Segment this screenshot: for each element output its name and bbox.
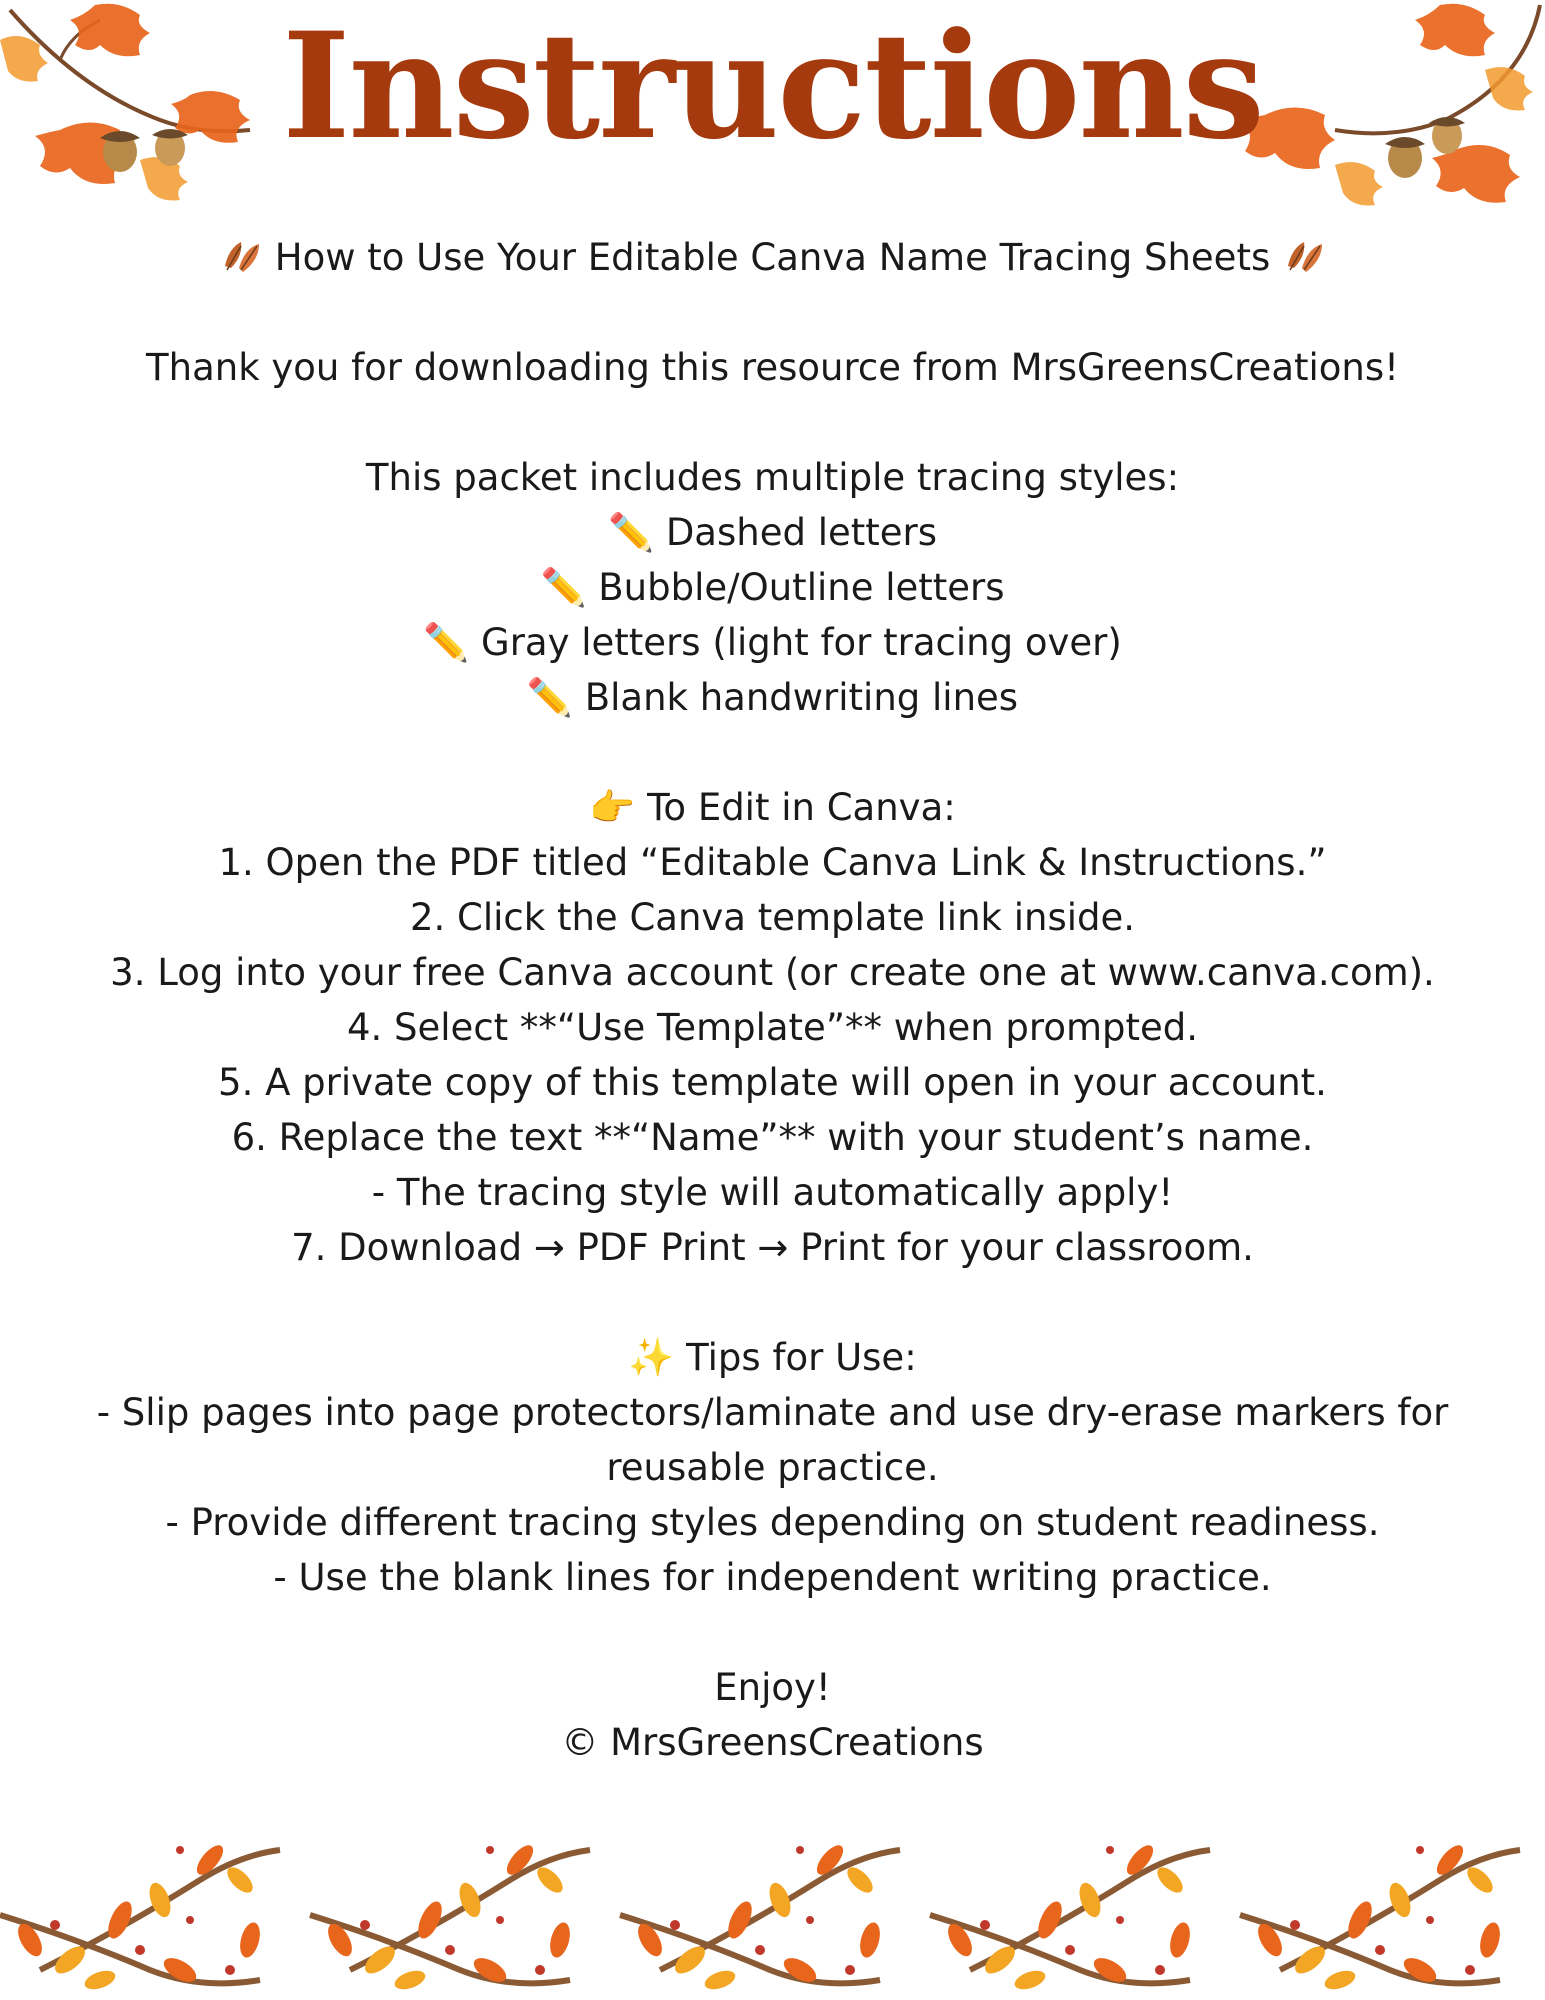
autumn-branch-border: [0, 1820, 1545, 2000]
step-item: 1. Open the PDF titled “Editable Canva Link & Instructions.”: [218, 841, 1327, 884]
step-item: 3. Log into your free Canva account (or create one at www.canva.com).: [110, 951, 1435, 994]
step-item: 4. Select **“Use Template”** when prompted.: [346, 1006, 1199, 1049]
intro-heading-line: [40, 230, 1505, 285]
list-item: ✏️ Dashed letters: [607, 511, 938, 554]
tip-item: reusable practice.: [606, 1446, 939, 1489]
instructions-body: [40, 230, 1505, 1770]
page-title: Instructions: [282, 1, 1263, 172]
tip-item: - Use the blank lines for independent writing practice.: [273, 1556, 1272, 1599]
tip-item: - Provide different tracing styles depending on student readiness.: [165, 1501, 1380, 1544]
tips-heading: Tips for Use:: [686, 1336, 917, 1379]
pencil-icon: ✏️: [540, 566, 587, 609]
edit-heading: To Edit in Canva:: [647, 786, 956, 829]
list-item: ✏️ Gray letters (light for tracing over): [423, 621, 1122, 664]
list-item: ✏️ Blank handwriting lines: [526, 676, 1019, 719]
step-item: 7. Download → PDF Print → Print for your classroom.: [291, 1226, 1254, 1269]
step-item: 6. Replace the text **“Name”** with your student’s name.: [231, 1116, 1314, 1159]
pencil-icon: ✏️: [526, 676, 573, 719]
thanks-text: Thank you for downloading this resource from MrsGreensCreations!: [146, 346, 1399, 389]
styles-intro: This packet includes multiple tracing styles:: [365, 456, 1180, 499]
leaf-icon: [219, 236, 263, 276]
step-item: - The tracing style will automatically apply!: [371, 1171, 1174, 1214]
sparkles-icon: ✨: [628, 1336, 675, 1379]
edit-heading-line: [40, 780, 1505, 835]
pointing-hand-icon: 👉: [589, 786, 636, 829]
pencil-icon: ✏️: [607, 511, 655, 554]
intro-heading: How to Use Your Editable Canva Name Tracing Sheets: [274, 236, 1271, 279]
copyright-text: © MrsGreensCreations: [561, 1721, 984, 1764]
tips-heading-line: [40, 1330, 1505, 1385]
enjoy-text: Enjoy!: [714, 1666, 831, 1709]
pencil-icon: ✏️: [423, 621, 470, 664]
step-item: 5. A private copy of this template will open in your account.: [218, 1061, 1327, 1104]
list-item: ✏️ Bubble/Outline letters: [540, 566, 1005, 609]
step-item: 2. Click the Canva template link inside.: [409, 896, 1136, 939]
leaf-icon: [1282, 236, 1326, 276]
tip-item: - Slip pages into page protectors/laminate and use dry-erase markers for: [96, 1391, 1449, 1434]
